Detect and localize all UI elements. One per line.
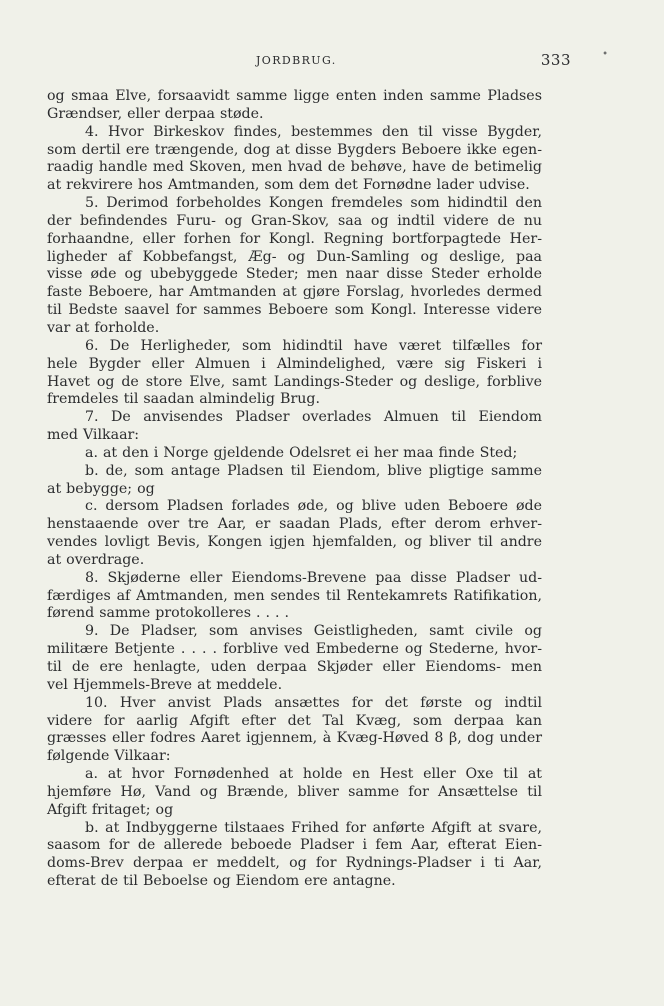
text-line: faste Beboere, har Amtmanden at gjøre Forslag, hvorledes dermed bbox=[47, 284, 542, 301]
text-line: at rekvirere hos Amtmanden, som dem det Fornødne lader udvise. bbox=[47, 177, 530, 194]
paragraph-start-6: 6. De Herligheder, som hidindtil have været tilfælles for bbox=[85, 337, 542, 354]
text-line: græsses eller fodres Aaret igjennem, à Kvæg-Høved 8 β, dog under bbox=[47, 730, 542, 747]
text-line: færdiges af Amtmanden, men sendes til Rentekamrets Ratifikation, bbox=[47, 587, 542, 604]
text-line: forhaandne, eller forhen for Kongl. Regning bortforpagtede Her- bbox=[47, 230, 542, 247]
paragraph-start-5: 5. Derimod forbeholdes Kongen fremdeles som hidindtil den bbox=[85, 195, 542, 212]
text-line: ligheder af Kobbefangst, Æg- og Dun-Samling og deslige, paa bbox=[47, 248, 542, 265]
text-line: til de ere henlagte, uden derpaa Skjøder eller Eiendoms- men bbox=[47, 659, 542, 675]
clause-7a: a. at den i Norge gjeldende Odelsret ei her maa finde Sted; bbox=[85, 444, 518, 461]
paragraph-start-4: 4. Hvor Birkeskov findes, bestemmes den til visse Bygder, bbox=[85, 123, 542, 140]
text-line: Afgift fritaget; og bbox=[47, 801, 174, 818]
text-line: og smaa Elve, forsaavidt samme ligge enten inden samme Pladses bbox=[47, 88, 542, 104]
clause-7b: b. de, som antage Pladsen til Eiendom, blive pligtige samme bbox=[85, 462, 542, 479]
clause-10b: b. at Indbyggerne tilstaaes Frihed for anførte Afgift at svare, bbox=[85, 819, 542, 836]
text-line: hjemføre Hø, Vand og Brænde, bliver samme for Ansættelse til bbox=[47, 783, 542, 800]
running-title: JORDBRUG. bbox=[256, 54, 337, 67]
page-number: 333 bbox=[540, 51, 571, 69]
text-line: videre for aarlig Afgift efter det Tal Kvæg, som derpaa kan bbox=[47, 712, 542, 729]
text-line: at overdrage. bbox=[47, 551, 145, 568]
text-line: hele Bygder eller Almuen i Almindelighed, være sig Fiskeri i bbox=[47, 355, 542, 372]
text-line: med Vilkaar: bbox=[47, 427, 140, 444]
corner-mark: • bbox=[602, 49, 608, 60]
text-line: saasom for de allerede beboede Pladser i fem Aar, efterat Eien- bbox=[47, 837, 542, 854]
clause-10a: a. at hvor Fornødenhed at holde en Hest eller Oxe til at bbox=[85, 766, 542, 783]
running-head bbox=[0, 51, 664, 74]
text-line: militære Betjente . . . . forblive ved Embederne og Stederne, hvor- bbox=[47, 641, 542, 658]
text-line: var at forholde. bbox=[47, 319, 160, 336]
text-line: der befindendes Furu- og Gran-Skov, saa og indtil videre de nu bbox=[47, 212, 542, 229]
text-line: raadig handle med Skoven, men hvad de behøve, have de betimelig bbox=[47, 159, 542, 176]
text-line: følgende Vilkaar: bbox=[47, 748, 171, 765]
body-text bbox=[47, 88, 542, 891]
text-line: efterat de til Beboelse og Eiendom ere antagne. bbox=[47, 873, 396, 890]
text-line: som dertil ere trængende, dog at disse Bygders Beboere ikke egen- bbox=[47, 141, 542, 158]
paragraph-start-7: 7. De anvisendes Pladser overlades Almuen til Eiendom bbox=[85, 409, 542, 426]
text-line: til Bedste saavel for sammes Beboere som Kongl. Interesse videre bbox=[47, 302, 542, 319]
text-line: fremdeles til saadan almindelig Brug. bbox=[47, 391, 320, 408]
text-line: visse øde og ubebyggede Steder; men naar disse Steder erholde bbox=[47, 266, 542, 283]
paragraph-start-8: 8. Skjøderne eller Eiendoms-Brevene paa disse Pladser ud- bbox=[85, 569, 542, 586]
text-line: at bebygge; og bbox=[47, 480, 155, 497]
text-line: henstaaende over tre Aar, er saadan Plads, efter derom erhver- bbox=[47, 516, 542, 533]
text-line: førend samme protokolleres . . . . bbox=[47, 605, 290, 622]
text-line: vel Hjemmels-Breve at meddele. bbox=[47, 676, 283, 693]
paragraph-start-9: 9. De Pladser, som anvises Geistligheden, samt civile og bbox=[85, 623, 542, 640]
text-line: doms-Brev derpaa er meddelt, og for Rydnings-Pladser i ti Aar, bbox=[47, 855, 542, 872]
clause-7c: c. dersom Pladsen forlades øde, og blive uden Beboere øde bbox=[85, 498, 542, 515]
text-line: vendes lovligt Bevis, Kongen igjen hjemfalden, og bliver til andre bbox=[47, 534, 542, 551]
text-line: Grændser, eller derpaa støde. bbox=[47, 105, 264, 122]
text-line: Havet og de store Elve, samt Landings-Steder og deslige, forblive bbox=[47, 373, 542, 390]
paragraph-start-10: 10. Hver anvist Plads ansættes for det første og indtil bbox=[85, 694, 542, 711]
